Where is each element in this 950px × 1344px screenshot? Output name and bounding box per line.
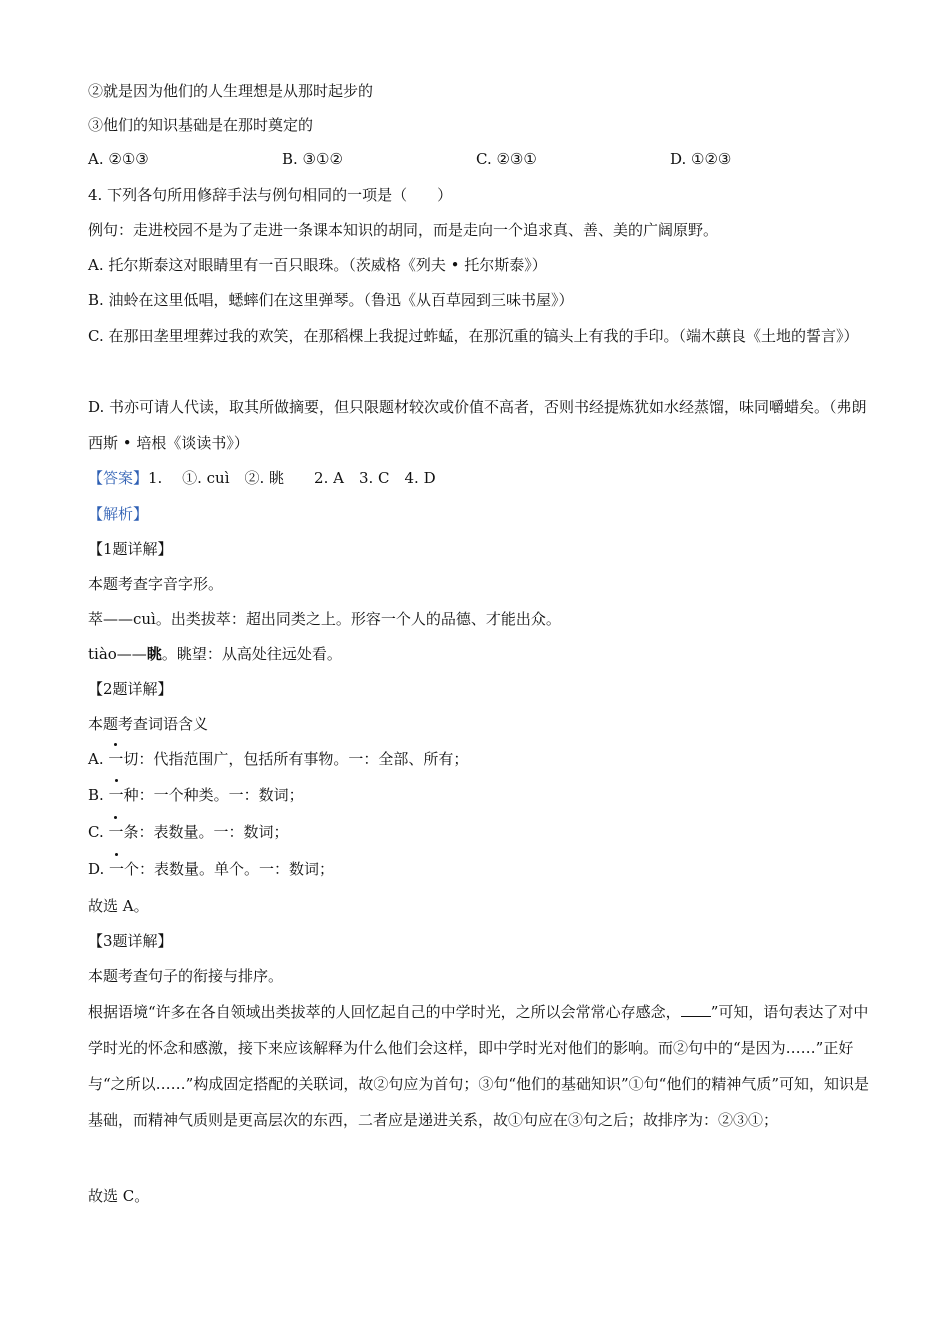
d3-title: 【3题详解】 xyxy=(88,932,173,950)
q3-item-3: ③他们的知识基础是在那时奠定的 xyxy=(88,116,314,134)
d2-title: 【2题详解】 xyxy=(88,680,173,698)
d2-option-c xyxy=(88,821,870,843)
answer-blank xyxy=(681,1002,711,1017)
q4-example: 例句：走进校园不是为了走进一条课本知识的胡同，而是走向一个追求真、善、美的广阔原野。 xyxy=(88,221,719,239)
d2-b-prefix: B. xyxy=(88,786,109,804)
answer-tag: 【答案】 xyxy=(88,469,149,487)
d1-char: 眺 xyxy=(146,645,162,663)
d2-a-rest: 切：代指范围广，包括所有事物。一：全部、所有； xyxy=(123,750,469,768)
d1-line-1: 萃——cuì。出类拔萃：超出同类之上。形容一个人的品德、才能出众。 xyxy=(88,610,561,628)
d2-c-prefix: C. xyxy=(88,823,109,841)
d3-intro: 本题考查句子的衔接与排序。 xyxy=(88,967,284,985)
d2-d-rest: 个：表数量。单个。一：数词； xyxy=(124,860,335,878)
q4-option-d: D. 书亦可请人代读，取其所做摘要，但只限题材较次或价值不高者，否则书经提炼犹如水经蒸馏，味同嚼蜡矣。（弗朗西斯 • 培根《谈读书》） xyxy=(88,398,867,452)
d3-paragraph xyxy=(88,994,870,1138)
emphasis-char: 一 xyxy=(109,860,125,878)
q4-option-a: A. 托尔斯泰这对眼睛里有一百只眼珠。（茨威格《列夫 • 托尔斯泰》） xyxy=(88,256,547,274)
d2-intro: 本题考查词语含义 xyxy=(88,715,209,733)
d1-rest: 。眺望：从高处往远处看。 xyxy=(161,645,342,663)
q3-item-2: ②就是因为他们的人生理想是从那时起步的 xyxy=(88,82,374,100)
d3-para-b: ”可知，语句表达了对中学时光的怀念和感激，接下来应该解释为什么他们会这样，即中学时光对他们的影响。而②句中的“是因为……”正好与“之所以……”构成固定搭配的关联词，故②句应为首句；③句“他们的基础知识”①句“他们的精神气质”可知，知识是基础，而精神气质则是更高层次的东西，二者应是递进关系，故①句应在③句之后；故排序为：②③①； xyxy=(88,1003,870,1129)
d2-option-a xyxy=(88,748,870,770)
d2-a-prefix: A. xyxy=(88,750,109,768)
answer-line xyxy=(88,467,870,489)
q4-stem: 4. 下列各句所用修辞手法与例句相同的一项是（ ） xyxy=(88,186,453,204)
d2-option-b xyxy=(88,784,870,806)
emphasis-char: 一 xyxy=(108,750,124,768)
q3-option-c: C. ②③① xyxy=(476,150,537,168)
d2-d-prefix: D. xyxy=(88,860,110,878)
d2-b-rest: 种：一个种类。一：数词； xyxy=(123,786,304,804)
q3-option-a: A. ②①③ xyxy=(88,150,149,168)
analysis-tag: 【解析】 xyxy=(88,505,149,523)
d1-title: 【1题详解】 xyxy=(88,540,173,558)
d2-option-d xyxy=(88,858,870,880)
q4-option-c: C. 在那田垄里埋葬过我的欢笑，在那稻棵上我捉过蚱蜢，在那沉重的镐头上有我的手印。（端木蕻良《土地的誓言》） xyxy=(88,327,859,345)
emphasis-char: 一 xyxy=(108,786,124,804)
q3-option-d: D. ①②③ xyxy=(670,150,732,168)
d3-conclusion: 故选 C。 xyxy=(88,1187,150,1205)
q4-option-b: B. 油蛉在这里低唱，蟋蟀们在这里弹琴。（鲁迅《从百草园到三味书屋》） xyxy=(88,291,574,309)
q3-option-b: B. ③①② xyxy=(282,150,343,168)
d3-para-a: 根据语境“许多在各自领域出类拔萃的人回忆起自己的中学时光，之所以会常常心存感念， xyxy=(88,1003,681,1021)
d1-pinyin: tiào—— xyxy=(88,645,147,663)
emphasis-char: 一 xyxy=(108,823,124,841)
answer-content: 1. ①. cuì ②. 眺 2. A 3. C 4. D xyxy=(148,469,436,487)
d2-conclusion: 故选 A。 xyxy=(88,897,149,915)
d1-line-2 xyxy=(88,643,870,665)
d1-intro: 本题考查字音字形。 xyxy=(88,575,224,593)
d2-c-rest: 条：表数量。一：数词； xyxy=(123,823,289,841)
